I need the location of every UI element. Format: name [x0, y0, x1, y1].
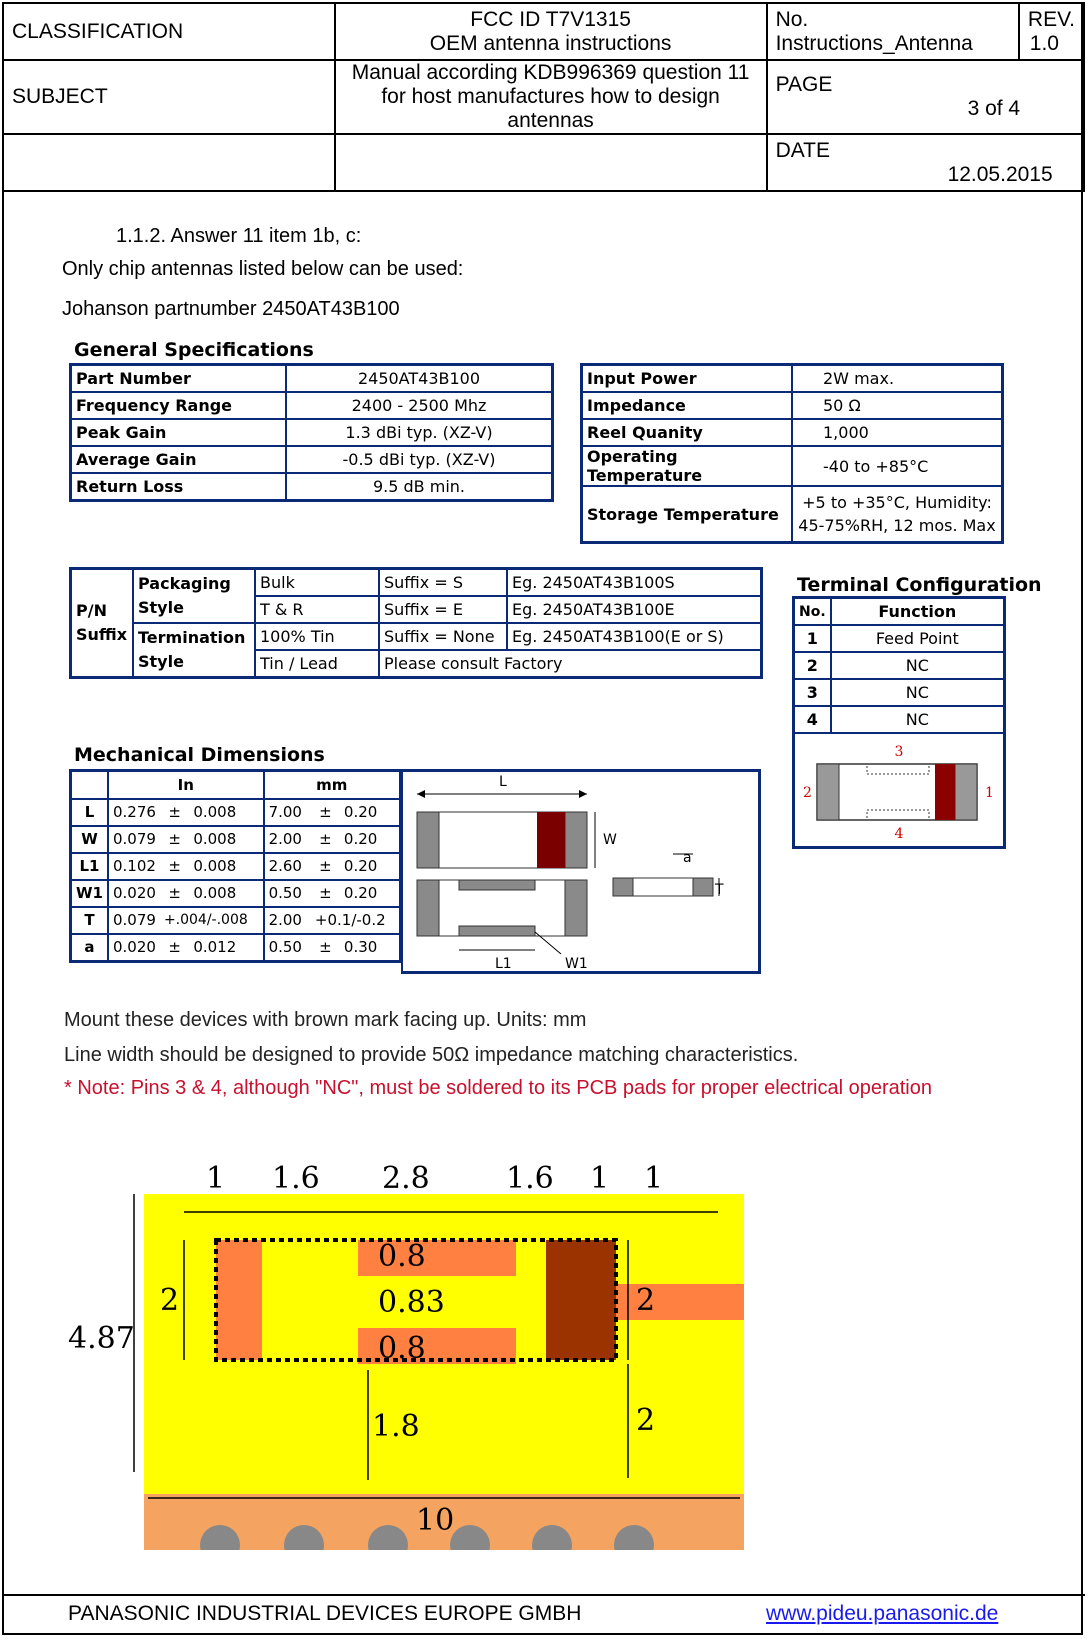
- spec-value: [792, 486, 1003, 543]
- dim-mm-tol: 0.20: [340, 799, 401, 826]
- suffix-cell: Bulk: [255, 569, 379, 597]
- dim-mm-tol-sign: ±: [311, 934, 340, 962]
- chip-end: [417, 812, 439, 868]
- no-label: No.: [775, 7, 809, 31]
- dim-label: T: [71, 907, 108, 934]
- dim-in-tol-sign: ±: [160, 853, 189, 880]
- body-line-2: Johanson partnumber 2450AT43B100: [62, 298, 400, 320]
- footer-company: PANASONIC INDUSTRIAL DEVICES EUROPE GMBH: [68, 1602, 582, 1625]
- subject-line-1: Manual according KDB996369 question 11: [351, 61, 750, 84]
- spec-key: Operating Temperature: [582, 446, 793, 486]
- pn-label: P/N: [76, 601, 107, 620]
- dim-mm-tol-sign: ±: [311, 853, 340, 880]
- pin-3-label: 3: [894, 744, 904, 760]
- spec-value: -40 to +85°C: [792, 446, 1003, 486]
- arrow: [579, 790, 587, 798]
- dim-text: 1: [206, 1161, 226, 1196]
- subject-label: SUBJECT: [3, 60, 335, 134]
- side-end: [693, 878, 713, 896]
- label-a: a: [683, 850, 692, 866]
- terminal-function: Feed Point: [831, 625, 1005, 652]
- pn-suffix-cell: [71, 569, 134, 678]
- dim-text: 2: [636, 1283, 656, 1318]
- spec-value: 50 Ω: [792, 392, 1003, 419]
- spec-key: Input Power: [582, 365, 793, 393]
- packaging-label-1: Packaging: [138, 574, 231, 593]
- pad-bottom: [459, 926, 535, 936]
- body-line-1: Only chip antennas listed below can be used:: [62, 258, 464, 280]
- chip-end: [417, 880, 439, 936]
- suffix-label: Suffix: [76, 625, 128, 644]
- spec-value: -0.5 dBi typ. (XZ-V): [286, 446, 553, 473]
- spec-key: Return Loss: [71, 473, 287, 501]
- dim-in-tol: 0.008: [189, 853, 263, 880]
- dim-in-tol-sign: ±: [160, 934, 189, 962]
- dim-mm-tol: 0.20: [340, 826, 401, 853]
- classification-label: CLASSIFICATION: [3, 3, 335, 60]
- suffix-cell: Suffix = None: [379, 623, 507, 650]
- page-label: PAGE: [775, 73, 833, 96]
- dim-text: 1: [590, 1161, 610, 1196]
- termination-label-2: Style: [138, 652, 184, 671]
- spec-value: 2450AT43B100: [286, 365, 553, 393]
- dim-in: 0.020: [108, 934, 160, 962]
- suffix-cell: 100% Tin: [255, 623, 379, 650]
- suffix-cell: T & R: [255, 596, 379, 623]
- dim-in-tol: 0.008: [189, 799, 263, 826]
- termination-label-1: Termination: [138, 628, 246, 647]
- terminal-no: 2: [794, 652, 831, 679]
- arrow: [417, 790, 425, 798]
- suffix-cell: Tin / Lead: [255, 650, 379, 678]
- chip-end: [565, 812, 587, 868]
- dim-in: 0.079: [108, 826, 160, 853]
- pad-2: [817, 764, 839, 820]
- mech-corner: [71, 771, 108, 799]
- mech-header-in: In: [108, 771, 264, 799]
- dim-text: 0.83: [378, 1285, 445, 1320]
- spec-key: Peak Gain: [71, 419, 287, 446]
- doc-number: Instructions_Antenna: [775, 31, 973, 55]
- date-value: 12.05.2015: [947, 162, 1053, 186]
- dim-in-tol: 0.008: [189, 826, 263, 853]
- suffix-cell: Eg. 2450AT43B100E: [507, 596, 762, 623]
- chip-end: [565, 880, 587, 936]
- dim-mm: 7.00: [264, 799, 311, 826]
- terminal-header-function: Function: [831, 598, 1005, 626]
- dim-in-tol-sign: ±: [160, 880, 189, 907]
- dim-text: 0.8: [378, 1239, 426, 1274]
- dim-text: 2: [160, 1283, 180, 1318]
- dim-text: 2.8: [382, 1161, 430, 1196]
- pad-top: [459, 880, 535, 890]
- spec-value: 1.3 dBi typ. (XZ-V): [286, 419, 553, 446]
- dim-in-tol-sign: ±: [160, 799, 189, 826]
- dim-label: W: [71, 826, 108, 853]
- storage-line-2: 45-75%RH, 12 mos. Max: [798, 516, 996, 535]
- terminal-config-title: Terminal Configuration: [797, 574, 1042, 596]
- dim-in: 0.102: [108, 853, 160, 880]
- terminal-diagram: [795, 734, 1003, 846]
- dim-mm: 0.50: [264, 934, 311, 962]
- dim-in: 0.276: [108, 799, 160, 826]
- pin-4-label: 4: [894, 826, 904, 842]
- dim-in: 0.079: [108, 907, 160, 934]
- rev-value: 1.0: [1029, 31, 1059, 55]
- mech-header-mm: mm: [264, 771, 401, 799]
- dim-label: L: [71, 799, 108, 826]
- dim-label: L1: [71, 853, 108, 880]
- suffix-cell: Suffix = S: [379, 569, 507, 597]
- dim-mm-tol-sign: ±: [311, 826, 340, 853]
- dim-mm-tol: 0.20: [340, 853, 401, 880]
- label-T: T: [715, 882, 724, 898]
- dim-mm: 2.00: [264, 826, 311, 853]
- general-specs-left-table: [69, 363, 554, 502]
- rev-label: REV.: [1027, 7, 1075, 31]
- packaging-label-2: Style: [138, 598, 184, 617]
- pin-2-label: 2: [803, 785, 812, 801]
- spec-key: Storage Temperature: [582, 486, 793, 543]
- spec-value: 9.5 dB min.: [286, 473, 553, 501]
- spec-key: Frequency Range: [71, 392, 287, 419]
- footer: [2, 1594, 1085, 1637]
- terminal-header-no: No.: [794, 598, 831, 626]
- subject-line-2: for host manufactures how to design antennas: [381, 85, 720, 132]
- dim-in-tol: +.004/-.008: [160, 907, 264, 934]
- dim-in: 0.020: [108, 880, 160, 907]
- dim-text: 1.6: [272, 1161, 320, 1196]
- dim-label: W1: [71, 880, 108, 907]
- dim-text: 1: [644, 1161, 664, 1196]
- terminal-no: 3: [794, 679, 831, 706]
- packaging-cell: [133, 569, 255, 624]
- storage-line-1: +5 to +35°C, Humidity:: [802, 493, 992, 512]
- terminal-no: 4: [794, 706, 831, 733]
- dim-mm-tol-sign: ±: [311, 799, 340, 826]
- mech-drawing: [403, 772, 759, 972]
- dim-in-tol: 0.008: [189, 880, 263, 907]
- dim-mm: 2.00: [264, 907, 311, 934]
- pin-1-label: 1: [985, 785, 994, 801]
- general-specs-title: General Specifications: [74, 339, 314, 361]
- suffix-cell: Eg. 2450AT43B100(E or S): [507, 623, 762, 650]
- pcb-layout-drawing: [58, 1160, 748, 1550]
- mech-dims-title: Mechanical Dimensions: [74, 744, 325, 766]
- dim-text: 0.8: [378, 1331, 426, 1366]
- side-end: [613, 878, 633, 896]
- dim-mm-tol-sign: ±: [311, 880, 340, 907]
- page-value: 3 of 4: [967, 97, 1021, 120]
- suffix-cell: Suffix = E: [379, 596, 507, 623]
- termination-cell: [133, 623, 255, 678]
- brown-mark: [935, 764, 955, 820]
- note-line-width: Line width should be designed to provide 50Ω impedance matching characteristics.: [64, 1044, 799, 1066]
- mech-dims-table: [69, 769, 402, 963]
- terminal-function: NC: [831, 652, 1005, 679]
- dim-text: 10: [416, 1503, 455, 1538]
- general-specs-right-table: [580, 363, 1004, 544]
- dim-mm: 2.60: [264, 853, 311, 880]
- terminal-diagram-cell: [794, 733, 1005, 848]
- footer-website-link[interactable]: www.pideu.panasonic.de: [766, 1602, 999, 1625]
- suffix-table: [69, 567, 763, 679]
- doc-type: OEM antenna instructions: [429, 31, 672, 55]
- dim-in-tol: 0.012: [189, 934, 263, 962]
- dim-mm: 0.50: [264, 880, 311, 907]
- terminal-table: [792, 596, 1006, 849]
- terminal-function: NC: [831, 679, 1005, 706]
- feed-pad: [546, 1240, 616, 1360]
- label-W1: W1: [565, 956, 588, 972]
- note-pins: * Note: Pins 3 & 4, although "NC", must be soldered to its PCB pads for proper electrical operation: [64, 1077, 932, 1099]
- spec-key: Average Gain: [71, 446, 287, 473]
- spec-value: 2400 - 2500 Mhz: [286, 392, 553, 419]
- dim-mm-tol: +0.1/-0.2: [311, 907, 401, 934]
- dim-text: 1.6: [506, 1161, 554, 1196]
- label-L1: L1: [495, 956, 512, 972]
- note-mount: Mount these devices with brown mark facing up. Units: mm: [64, 1009, 587, 1031]
- pcb-layout: [58, 1160, 748, 1550]
- dim-label: a: [71, 934, 108, 962]
- terminal-no: 1: [794, 625, 831, 652]
- pad-2: [216, 1240, 262, 1360]
- dim-mm-tol: 0.20: [340, 880, 401, 907]
- brown-mark: [537, 812, 565, 868]
- pad-1: [955, 764, 977, 820]
- fcc-id: FCC ID T7V1315: [470, 7, 631, 31]
- date-label: DATE: [775, 138, 831, 162]
- label-L: L: [499, 774, 507, 790]
- terminal-function: NC: [831, 706, 1005, 733]
- spec-key: Impedance: [582, 392, 793, 419]
- spec-key: Part Number: [71, 365, 287, 393]
- dim-text: 4.87: [68, 1321, 135, 1356]
- section-heading: 1.1.2. Answer 11 item 1b, c:: [116, 225, 362, 247]
- dim-in-tol-sign: ±: [160, 826, 189, 853]
- spec-value: 2W max.: [792, 365, 1003, 393]
- suffix-cell: Please consult Factory: [379, 650, 762, 678]
- dim-text: 1.8: [372, 1409, 420, 1444]
- spec-value: 1,000: [792, 419, 1003, 446]
- label-W: W: [603, 832, 617, 848]
- mech-drawing-box: [401, 769, 761, 974]
- dim-mm-tol: 0.30: [340, 934, 401, 962]
- spec-key: Reel Quanity: [582, 419, 793, 446]
- dim-text: 2: [636, 1403, 656, 1438]
- suffix-cell: Eg. 2450AT43B100S: [507, 569, 762, 597]
